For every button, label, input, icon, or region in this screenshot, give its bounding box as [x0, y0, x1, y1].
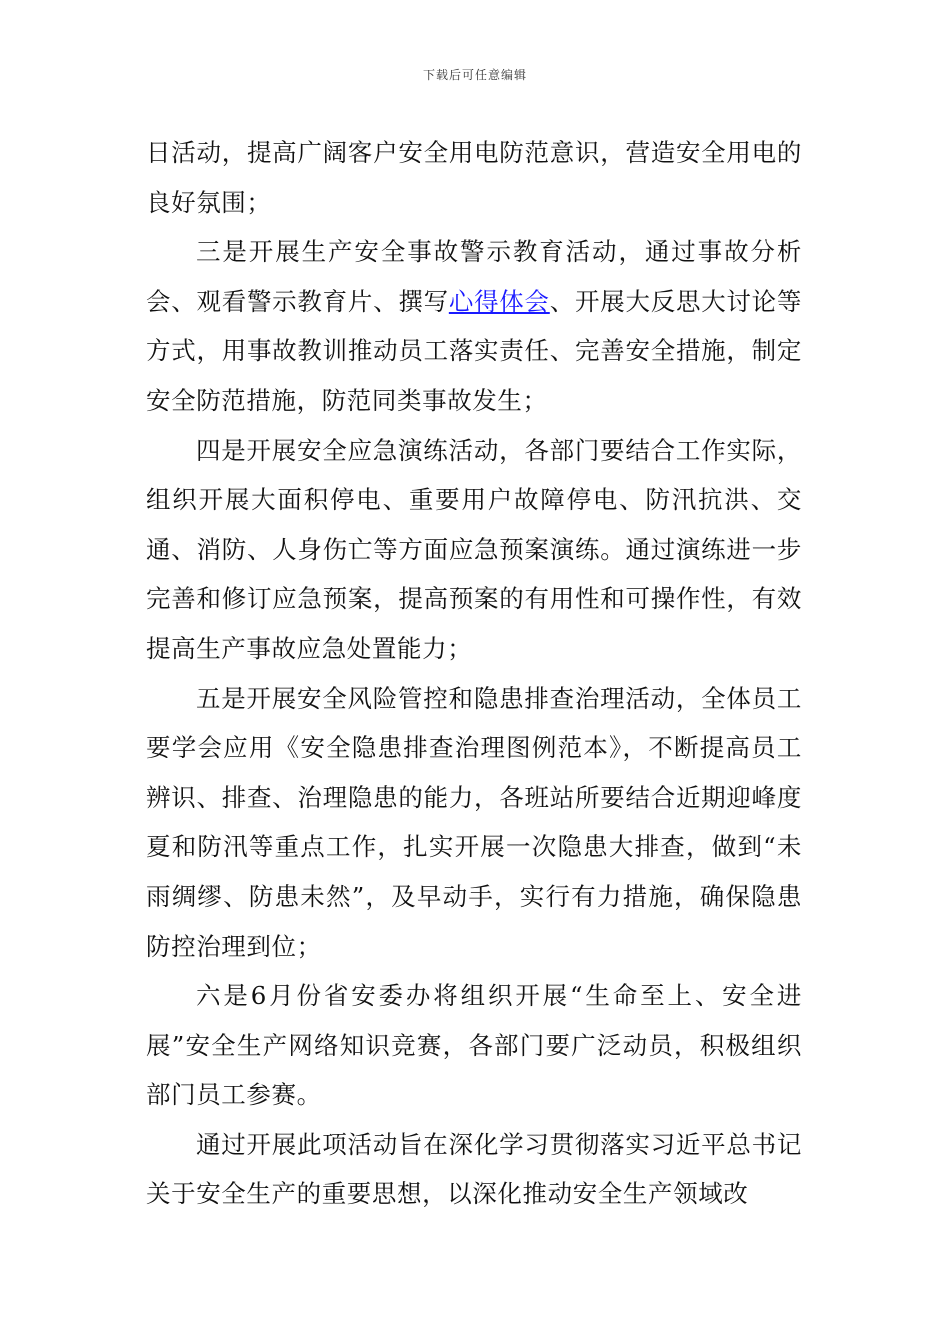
paragraph-text: 日活动，提高广阔客户安全用电防范意识，营造安全用电的良好氛围；: [146, 138, 802, 217]
paragraph-text: 通过开展此项活动旨在深化学习贯彻落实习近平总书记关于安全生产的重要思想，以深化推动安全生产领域改: [146, 1129, 802, 1209]
paragraph-conclusion: [146, 1120, 802, 1219]
paragraph-continuation: [146, 128, 802, 227]
paragraph-item-three: [146, 227, 802, 425]
paragraph-text-after-link: 、开展大反思大讨论等方式，用事故教训推动员工落实责任、完善安全措施，制定安全防范措施，防范同类事故发生；: [146, 286, 803, 415]
paragraph-item-four: [146, 426, 802, 674]
paragraph-item-six: [146, 971, 802, 1120]
paragraph-text-before-link: 三是开展生产安全事故警示教育活动，通过事故分析会、观看警示教育片、撰写: [146, 237, 802, 316]
experience-link[interactable]: 心得体会: [448, 286, 550, 316]
paragraph-item-five: [146, 674, 802, 972]
paragraph-text: 六是6月份省安委办将组织开展“生命至上、安全进展”安全生产网络知识竞赛，各部门要广泛动员，积极组织部门员工参赛。: [146, 981, 802, 1110]
paragraph-text: 五是开展安全风险管控和隐患排查治理活动，全体员工要学会应用《安全隐患排查治理图例范本》，不断提高员工辨识、排查、治理隐患的能力，各班站所要结合近期迎峰度夏和防汛等重点工作，扎实开展一次隐患大排查，做到“未雨绸缪、防患未然”，及早动手，实行有力措施，确保隐患防控治理到位；: [146, 683, 802, 961]
page-header-note: 下载后可任意编辑: [422, 68, 527, 82]
paragraph-text: 四是开展安全应急演练活动，各部门要结合工作实际，组织开展大面积停电、重要用户故障停电、防汛抗洪、交通、消防、人身伤亡等方面应急预案演练。通过演练进一步完善和修订应急预案，提高预案的有用性和可操作性，有效提高生产事故应急处置能力；: [146, 435, 802, 663]
document-body: [146, 128, 802, 1219]
